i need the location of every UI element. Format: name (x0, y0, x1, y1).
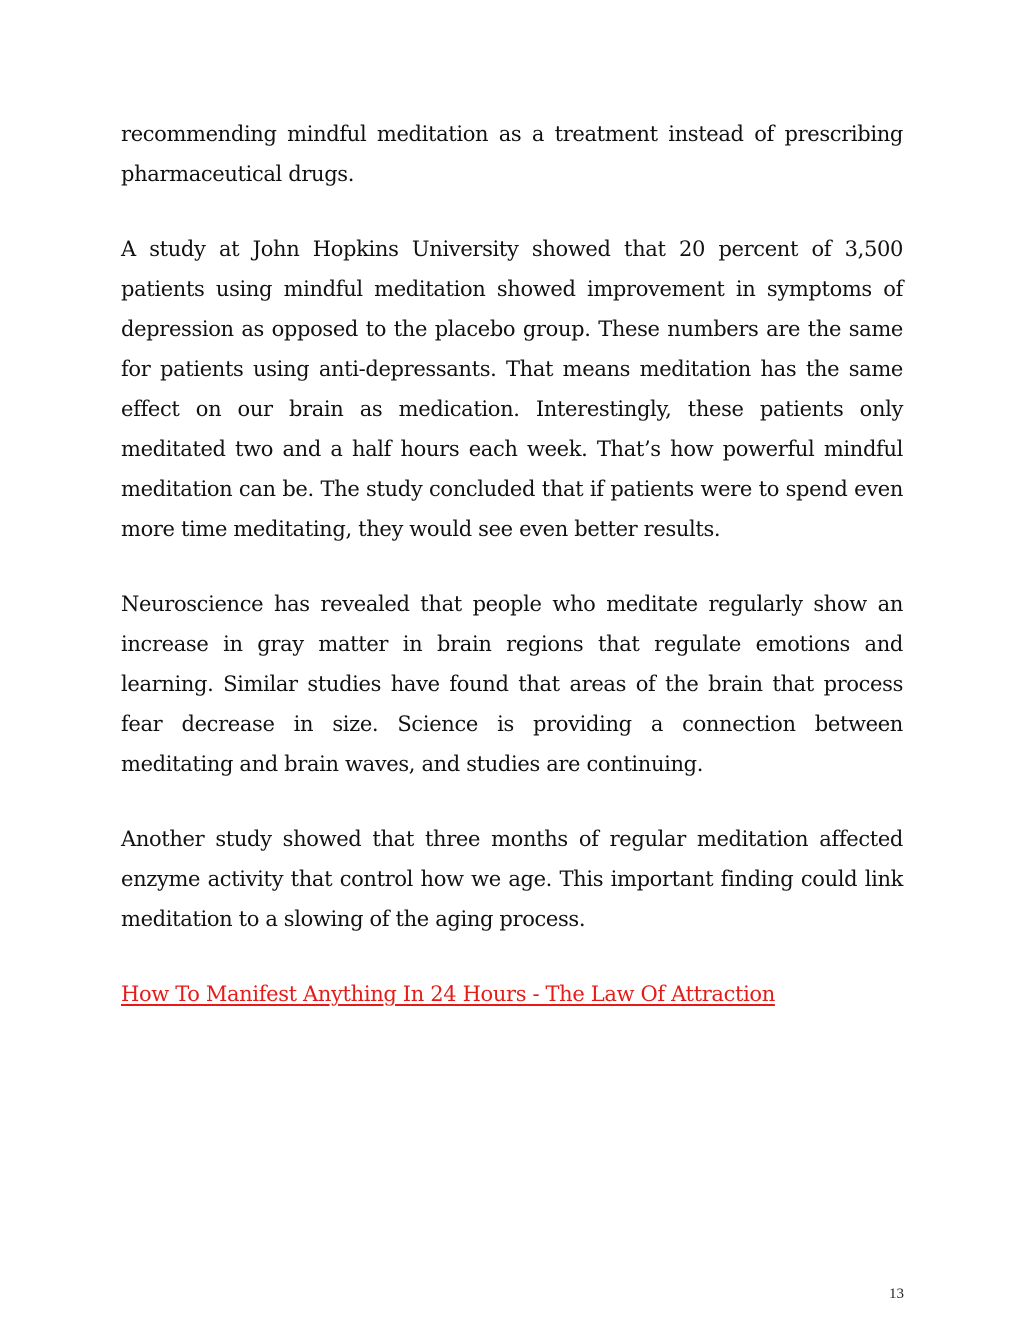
page-content (121, 114, 903, 1014)
paragraph-john-hopkins-study: A study at John Hopkins University showed that 20 percent of 3,500 patients using mindful meditation showed improvement in symptoms of depression as opposed to the placebo group. These numbers are the same for patients using anti-depressants. That means meditation has the same effect on our brain as medication. Interestingly, these patients only meditated two and a half hours each week. That’s how powerful mindful meditation can be. The study concluded that if patients were to spend even more time meditating, they would see even better results. (121, 237, 903, 541)
manifest-anything-link[interactable]: How To Manifest Anything In 24 Hours - The Law Of Attraction (121, 982, 775, 1006)
paragraph-aging-study: Another study showed that three months of regular meditation affected enzyme activity that control how we age. This important finding could link meditation to a slowing of the aging process. (121, 827, 903, 931)
page-number: 13 (889, 1286, 904, 1302)
paragraph-neuroscience: Neuroscience has revealed that people who meditate regularly show an increase in gray matter in brain regions that regulate emotions and learning. Similar studies have found that areas of the brain that process fear decrease in size. Science is providing a connection between meditating and brain waves, and studies are continuing. (121, 592, 903, 776)
paragraph-continuation: recommending mindful meditation as a treatment instead of prescribing pharmaceutical drugs. (121, 122, 903, 186)
